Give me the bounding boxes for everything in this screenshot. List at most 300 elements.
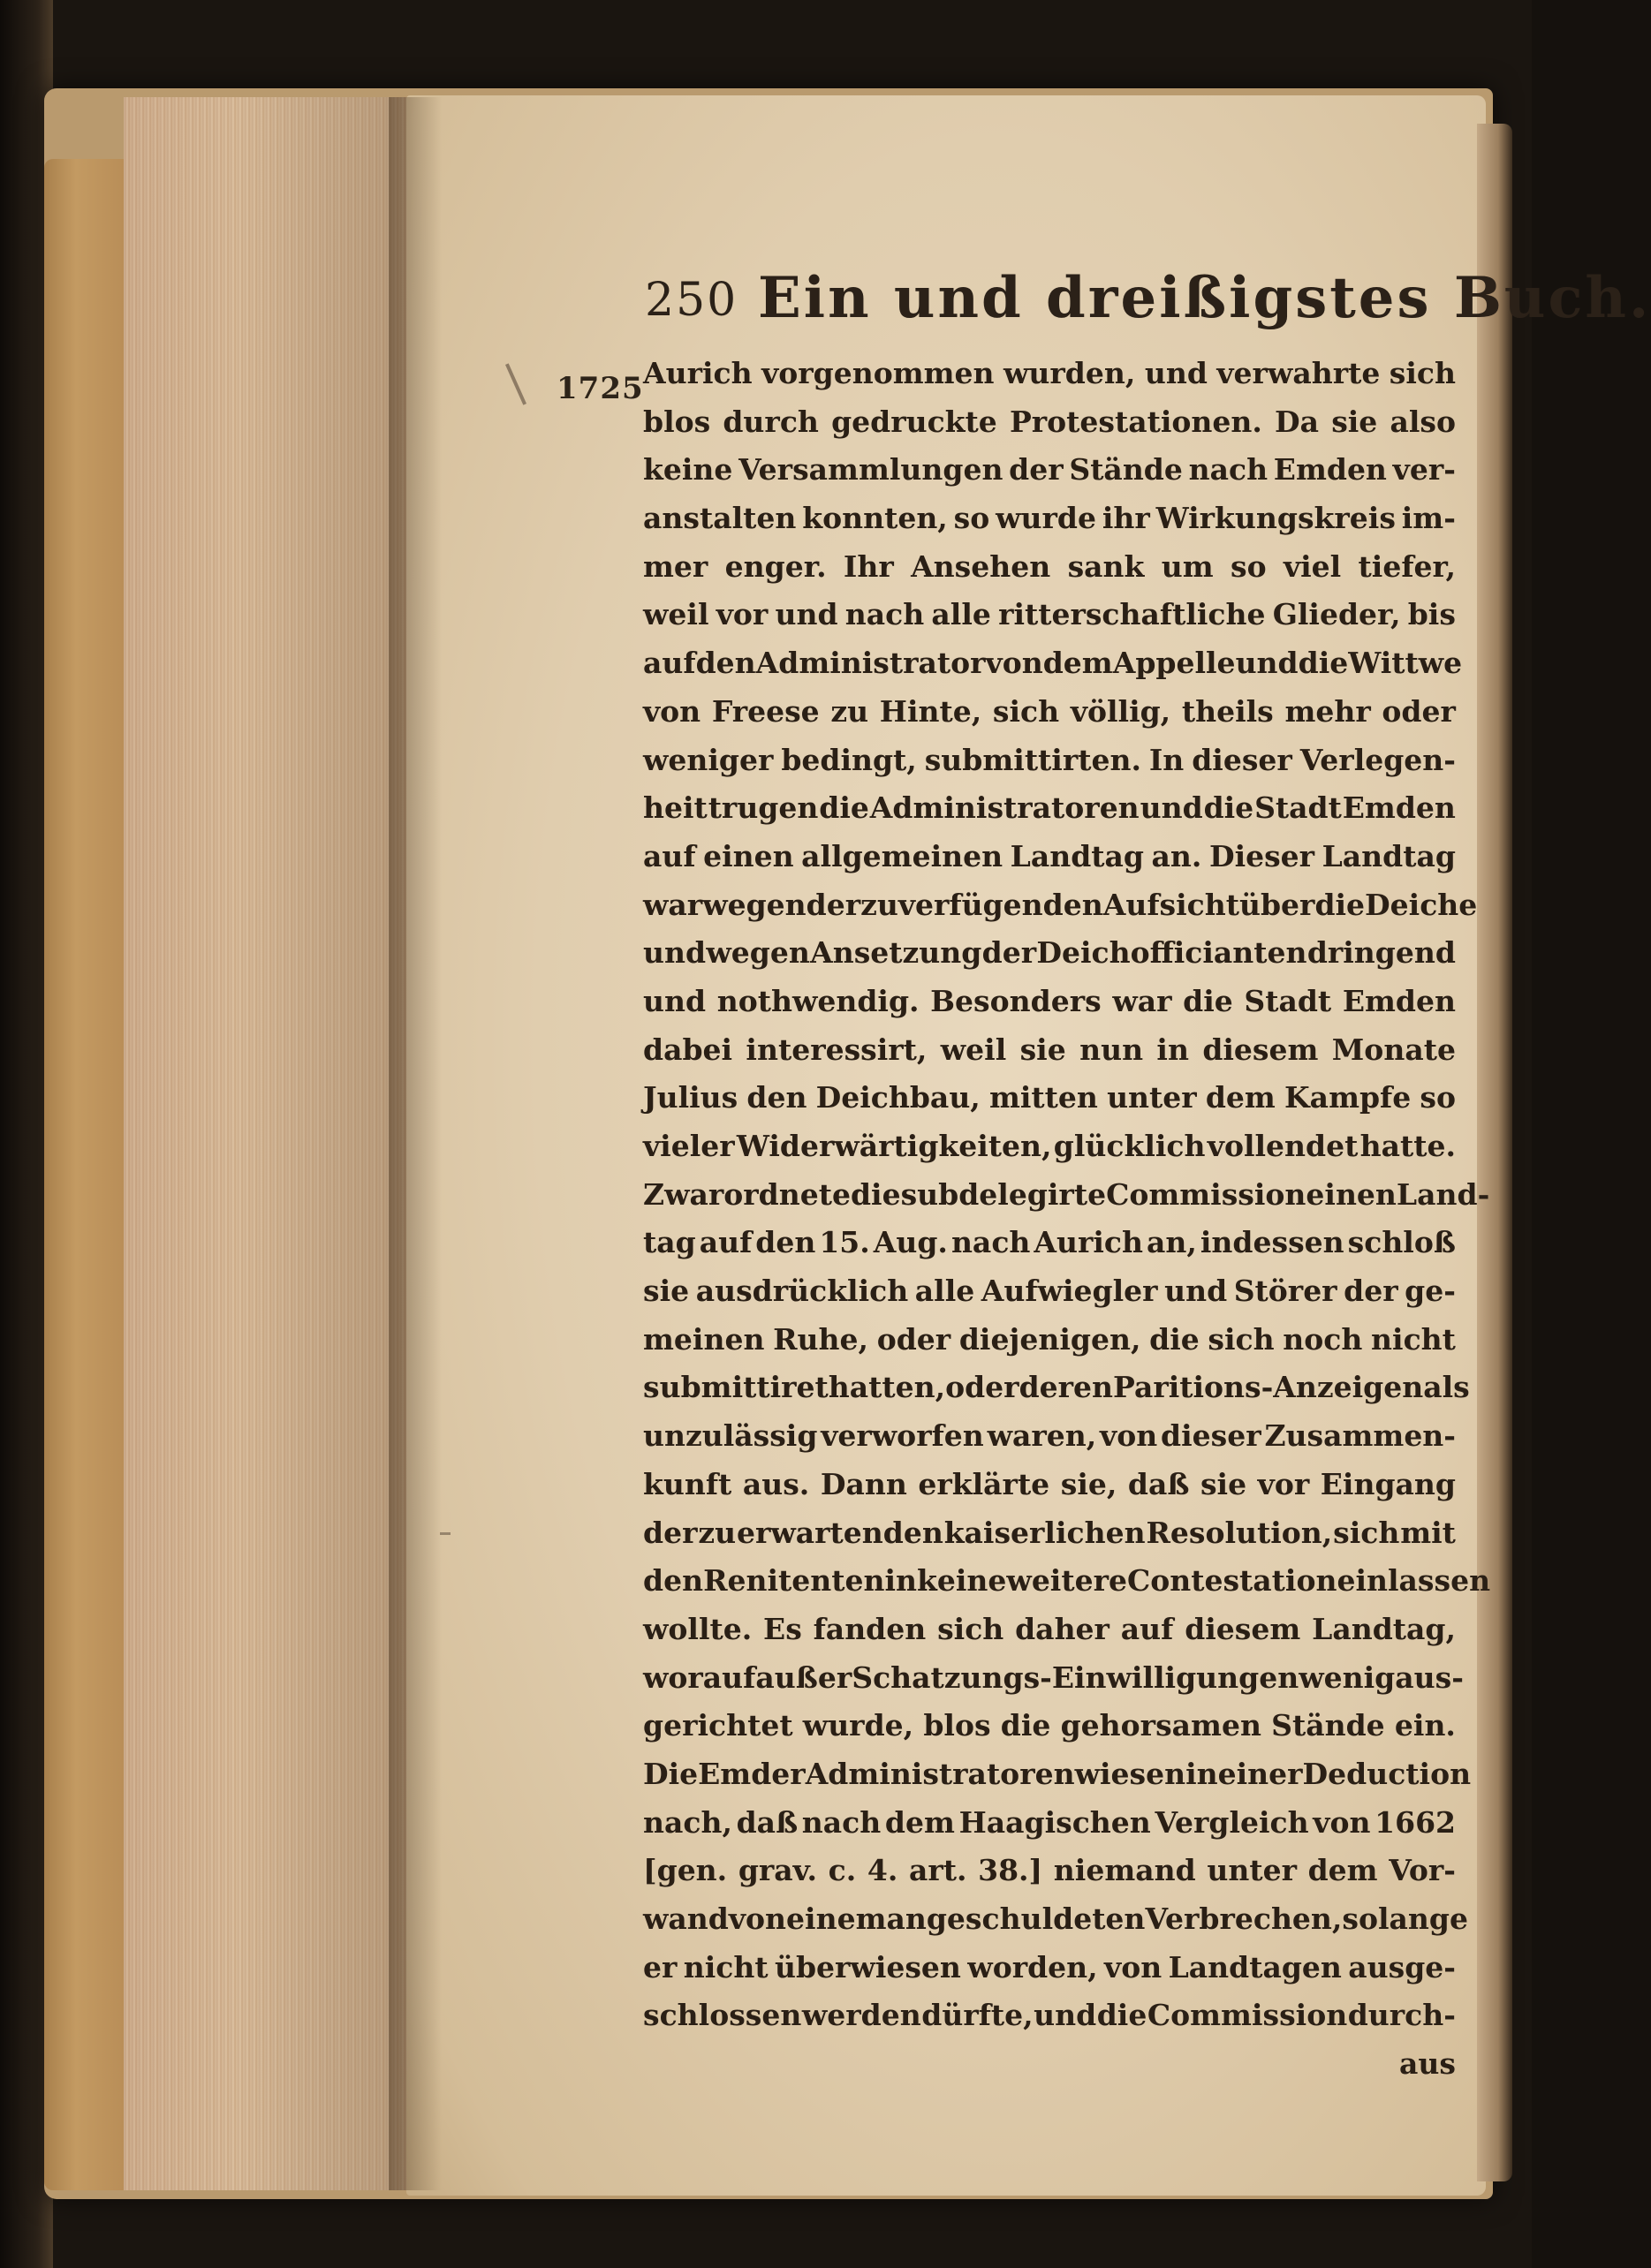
word: keine <box>917 1563 1007 1599</box>
word: Aufsicht <box>1102 887 1239 922</box>
word: unter <box>1207 1853 1297 1888</box>
word: einen <box>1306 1176 1397 1212</box>
word: unzulässig <box>643 1418 818 1454</box>
word: wiesen <box>1074 1756 1186 1791</box>
word: ver- <box>1392 452 1456 488</box>
word: bedingt, <box>781 742 917 777</box>
word: die <box>1298 646 1349 681</box>
word: dabei <box>643 1032 733 1067</box>
word: dieser <box>1192 742 1292 777</box>
word: Kampfe <box>1284 1080 1412 1115</box>
word: oder <box>945 1370 1019 1405</box>
word: Landtagen <box>1168 1949 1342 1984</box>
word: vieler <box>643 1129 735 1163</box>
word: auf <box>643 646 696 681</box>
word: viel <box>1283 548 1342 584</box>
word: dem <box>1042 646 1113 681</box>
word: enger. <box>724 548 827 584</box>
text-line <box>643 350 1456 398</box>
word: so <box>1231 548 1267 584</box>
word: völlig, <box>1070 693 1171 729</box>
word: Aurich <box>643 356 753 390</box>
word: sich <box>1208 1321 1275 1357</box>
word: oder <box>1382 693 1456 729</box>
word: deren <box>1019 1370 1114 1405</box>
word: Commission <box>1147 1998 1348 2033</box>
word: Commission <box>1106 1176 1306 1212</box>
word: Landtag <box>1010 838 1145 873</box>
word: aus. <box>742 1466 810 1501</box>
word: 4. <box>867 1853 898 1888</box>
word: Widerwärtigkeiten, <box>736 1129 1052 1163</box>
word: Paritions-Anzeigen <box>1113 1370 1424 1405</box>
word: so <box>953 501 990 536</box>
word: Emden <box>1342 983 1456 1018</box>
word: überwiesen <box>774 1949 961 1984</box>
word: 38.] <box>978 1853 1043 1888</box>
word: sich <box>1389 356 1456 390</box>
word: tiefer, <box>1358 548 1456 584</box>
word: Monate <box>1331 1032 1456 1067</box>
word: submittirten. <box>924 742 1141 777</box>
word: Emder <box>698 1756 806 1791</box>
word: Deduction <box>1302 1756 1472 1791</box>
word: konnten, <box>802 501 948 536</box>
text-line <box>643 688 1456 737</box>
word: nicht <box>683 1949 769 1984</box>
word: Landtag <box>1322 838 1456 873</box>
word: Emden <box>1273 452 1387 488</box>
word: nach <box>844 597 925 632</box>
word: die <box>1314 887 1366 922</box>
word: dem <box>884 1804 955 1840</box>
word: zu <box>860 887 898 922</box>
word: weil <box>940 1032 1007 1067</box>
text-line <box>643 1123 1456 1171</box>
word: weniger <box>643 742 774 777</box>
word: und <box>1164 1274 1228 1309</box>
word: hatte. <box>1359 1129 1456 1163</box>
word: trugen <box>708 790 819 826</box>
text-line <box>643 398 1456 447</box>
word: einen <box>703 838 794 873</box>
word: Protestationen. <box>1009 404 1262 439</box>
text-line <box>643 1799 1456 1848</box>
word: Aug. <box>873 1225 948 1260</box>
word: der <box>643 1515 698 1550</box>
word: sie, <box>1060 1466 1117 1501</box>
word: Wirkungskreis <box>1155 501 1396 536</box>
word: sie <box>1019 1032 1066 1067</box>
word: Ansetzung <box>810 935 982 971</box>
word: Ihr <box>843 548 894 584</box>
word: diejenigen, <box>958 1321 1141 1357</box>
word: die <box>1203 790 1254 826</box>
word: meinen <box>643 1321 765 1357</box>
word: art. <box>908 1853 967 1888</box>
word: im- <box>1401 501 1456 536</box>
word: Contestation <box>1126 1563 1337 1599</box>
word: außer <box>755 1659 852 1695</box>
word: wegen <box>702 887 807 922</box>
word: um <box>1161 548 1214 584</box>
text-line <box>643 1461 1456 1509</box>
text-line <box>643 543 1456 592</box>
word: Haagischen <box>958 1804 1151 1840</box>
word: submittiret <box>643 1370 829 1405</box>
text-line <box>643 639 1463 688</box>
word: waren, <box>987 1418 1097 1454</box>
word: Appelle <box>1112 646 1236 681</box>
word: ordnete <box>723 1176 851 1212</box>
word: gedruckte <box>831 404 997 439</box>
word: und <box>643 983 707 1018</box>
word: worden, <box>967 1949 1098 1984</box>
word: also <box>1390 404 1456 439</box>
word: in <box>1156 1032 1189 1067</box>
word: den <box>695 646 756 681</box>
word: in <box>884 1563 918 1599</box>
word: Renitenten <box>703 1563 885 1599</box>
word: schloß <box>1347 1225 1456 1260</box>
word: Dieser <box>1208 838 1315 873</box>
text-line <box>643 1509 1456 1558</box>
word: blos <box>643 404 711 439</box>
word: wollte. <box>643 1611 753 1646</box>
word: Aufwiegler <box>981 1274 1158 1309</box>
text-line <box>643 1412 1456 1461</box>
word: 1662 <box>1375 1804 1456 1840</box>
word: kunft <box>643 1466 732 1501</box>
word: ausge- <box>1348 1949 1456 1984</box>
word: an, <box>1147 1225 1197 1260</box>
word: Administrator <box>755 646 986 681</box>
word: nach <box>950 1225 1031 1260</box>
word: weil <box>643 597 709 632</box>
text-line <box>643 1606 1456 1654</box>
word: Störer <box>1233 1274 1337 1309</box>
text-line <box>643 495 1456 543</box>
word: Hinte, <box>879 693 982 729</box>
word: und <box>1034 1998 1097 2033</box>
word: sie <box>643 1274 690 1309</box>
text-line <box>643 1702 1456 1750</box>
text-line <box>643 833 1456 881</box>
word: vollendet <box>1207 1129 1359 1163</box>
word: indessen <box>1200 1225 1344 1260</box>
year-margin-note: 1725 <box>557 371 644 406</box>
text-line <box>643 1074 1456 1123</box>
text-line <box>643 978 1456 1026</box>
word: allgemeinen <box>801 838 1003 873</box>
word: wand <box>643 1901 729 1936</box>
word: Zusammen- <box>1264 1418 1456 1454</box>
word: in <box>1185 1756 1218 1791</box>
page-number: 250 <box>645 274 738 327</box>
word: sank <box>1067 548 1145 584</box>
word: schlossen <box>643 1998 802 2033</box>
word: anstalten <box>643 501 797 536</box>
word: Freese <box>711 693 820 729</box>
word: Versammlungen <box>738 452 1003 488</box>
word: Resolution, <box>1146 1515 1333 1550</box>
text-line <box>643 1895 1468 1944</box>
word: vor <box>716 597 769 632</box>
word: lange <box>1378 1901 1468 1936</box>
word: wurde <box>996 501 1096 536</box>
text-line <box>643 1026 1456 1075</box>
word: grav. <box>738 1853 817 1888</box>
page-right-edge <box>1477 124 1512 2181</box>
word: sich <box>937 1611 1004 1646</box>
word: mit <box>1400 1515 1456 1550</box>
word: Stände <box>1271 1708 1385 1743</box>
word: dieser <box>1161 1418 1261 1454</box>
word: In <box>1148 742 1185 777</box>
word: bis <box>1407 597 1456 632</box>
word: von <box>1104 1949 1163 1984</box>
word: vorgenommen <box>761 356 995 390</box>
word: ausdrücklich <box>695 1274 909 1309</box>
text-line <box>643 1847 1456 1895</box>
word: wegen <box>706 935 810 971</box>
word: Aurich <box>1034 1225 1144 1260</box>
word: Landtag, <box>1312 1611 1456 1646</box>
word: dem <box>1307 1853 1378 1888</box>
word: auf <box>1120 1611 1174 1646</box>
text-line <box>643 1364 1470 1412</box>
word: als <box>1423 1370 1470 1405</box>
text-line <box>643 1219 1456 1267</box>
word: daß <box>1127 1466 1190 1501</box>
word: subdelegirte <box>900 1176 1107 1212</box>
word: 15. <box>819 1225 870 1260</box>
word: ein. <box>1394 1708 1456 1743</box>
word: gerichtet <box>643 1708 793 1743</box>
word: erwartenden <box>736 1515 943 1550</box>
word: daher <box>1015 1611 1110 1646</box>
word: verworfen <box>821 1418 984 1454</box>
word: nicht <box>1371 1321 1456 1357</box>
word: ritterschaftliche <box>998 597 1266 632</box>
word: an. <box>1151 838 1202 873</box>
word: und <box>775 597 838 632</box>
word: niemand <box>1053 1853 1196 1888</box>
word: war <box>643 887 703 922</box>
text-line <box>643 591 1456 639</box>
word: von <box>1313 1804 1371 1840</box>
word: alle <box>931 597 991 632</box>
word: den <box>755 1225 816 1260</box>
word: durch- <box>1347 1998 1456 2033</box>
word: theils <box>1181 693 1274 729</box>
word: nun <box>1079 1032 1144 1067</box>
word: Land- <box>1396 1176 1490 1212</box>
word: Glieder, <box>1272 597 1401 632</box>
word: Wittwe <box>1348 646 1463 681</box>
word: auf <box>643 838 696 873</box>
word: Verlegen- <box>1299 742 1456 777</box>
text-line <box>643 1171 1490 1220</box>
text-line <box>643 784 1456 833</box>
word: tag <box>643 1225 696 1260</box>
word: Administratoren <box>869 790 1140 826</box>
word: wurde, <box>802 1708 914 1743</box>
text-line <box>643 1654 1464 1703</box>
word: den <box>746 1080 807 1115</box>
word: mer <box>643 548 708 584</box>
word: und <box>1235 646 1299 681</box>
word: verwahrte <box>1216 356 1381 390</box>
word: und <box>1144 356 1208 390</box>
word: gehorsamen <box>1060 1708 1261 1743</box>
text-line <box>643 446 1456 495</box>
word: Deichofficianten <box>1036 935 1307 971</box>
word: den <box>643 1563 704 1599</box>
book-cover-edge <box>44 159 124 2190</box>
word: wurden, <box>1003 356 1136 390</box>
word: sie <box>1200 1466 1247 1501</box>
word: so <box>1342 1901 1379 1936</box>
word: Deichbau, <box>815 1080 981 1115</box>
word: der <box>1009 452 1064 488</box>
word: von <box>728 1901 787 1936</box>
word: der <box>806 887 861 922</box>
word: daß <box>736 1804 799 1840</box>
word: ge- <box>1405 1274 1456 1309</box>
word: erklärte <box>918 1466 1050 1501</box>
word: heit <box>643 790 708 826</box>
word: Es <box>763 1611 802 1646</box>
word: von <box>1100 1418 1158 1454</box>
word: dem <box>1205 1080 1276 1115</box>
word: Ruhe, <box>773 1321 869 1357</box>
text-line <box>643 1267 1456 1316</box>
word: nothwendig. <box>716 983 920 1018</box>
text-line <box>643 1750 1472 1799</box>
word: aus- <box>1395 1659 1464 1695</box>
word: wenig <box>1299 1659 1396 1695</box>
word: sich <box>1333 1515 1400 1550</box>
word: sich <box>992 693 1060 729</box>
word: über <box>1238 887 1315 922</box>
word: Emden <box>1342 790 1456 826</box>
word: verfügenden <box>897 887 1103 922</box>
word: der <box>1344 1274 1398 1309</box>
word: diesem <box>1202 1032 1319 1067</box>
word: und <box>1140 790 1203 826</box>
word: diesem <box>1185 1611 1301 1646</box>
word: die <box>850 1176 901 1212</box>
word: Vor- <box>1389 1853 1456 1888</box>
word: der <box>981 935 1037 971</box>
page-header <box>645 265 1651 336</box>
word: dringend <box>1306 935 1456 971</box>
word: zu <box>830 693 869 729</box>
word: nach <box>1188 452 1269 488</box>
word: einer <box>1217 1756 1303 1791</box>
word: die <box>819 790 869 826</box>
word: Dann <box>820 1466 907 1501</box>
word: mehr <box>1284 693 1371 729</box>
word: auf <box>699 1225 753 1260</box>
word: [gen. <box>643 1853 728 1888</box>
word: Ansehen <box>911 548 1051 584</box>
word: interessirt, <box>746 1032 928 1067</box>
text-line <box>643 1944 1456 1992</box>
word: Schatzungs-Einwilligungen <box>852 1659 1299 1695</box>
word: Besonders <box>930 983 1102 1018</box>
text-line <box>643 929 1456 978</box>
word: Julius <box>643 1080 738 1115</box>
word: kaiserlichen <box>943 1515 1146 1550</box>
word: c. <box>828 1853 857 1888</box>
word: Die <box>643 1756 699 1791</box>
word: oder <box>876 1321 951 1357</box>
word: noch <box>1283 1321 1363 1357</box>
page-gutter-shadow <box>389 97 442 2190</box>
word: einlassen <box>1337 1563 1491 1599</box>
word: glücklich <box>1053 1129 1206 1163</box>
text-line <box>643 1557 1491 1606</box>
word: durch <box>723 404 819 439</box>
catchword <box>643 2040 1456 2089</box>
word: weitere <box>1006 1563 1127 1599</box>
word: Zwar <box>643 1176 724 1212</box>
text-line <box>643 737 1456 785</box>
word: Verbrechen, <box>1145 1901 1343 1936</box>
word: war <box>1112 983 1172 1018</box>
word: hatten, <box>828 1370 946 1405</box>
text-line <box>643 1316 1456 1365</box>
word: blos <box>923 1708 991 1743</box>
word: Eingang <box>1320 1466 1456 1501</box>
word: so <box>1420 1080 1456 1115</box>
word: werden <box>801 1998 921 2033</box>
word: die <box>1183 983 1233 1018</box>
word: Stadt <box>1254 790 1342 826</box>
word: Administratoren <box>805 1756 1075 1791</box>
text-line <box>643 1992 1456 2040</box>
word: sie <box>1331 404 1378 439</box>
word: ihr <box>1102 501 1150 536</box>
margin-tick-mark <box>440 1532 451 1535</box>
word: von <box>643 693 701 729</box>
word: und <box>643 935 707 971</box>
running-head: Ein und dreißigstes Buch. <box>758 265 1651 331</box>
word: er <box>643 1949 678 1984</box>
word: Vergleich <box>1155 1804 1309 1840</box>
word: die <box>1096 1998 1147 2033</box>
word: nach, <box>643 1804 732 1840</box>
word: von <box>985 646 1043 681</box>
word: die <box>1149 1321 1200 1357</box>
word: vor <box>1257 1466 1310 1501</box>
page-stack-shade <box>124 97 406 2190</box>
word: Da <box>1275 404 1320 439</box>
word: keine <box>643 452 733 488</box>
body-text <box>643 350 1491 2089</box>
word: einem <box>786 1901 887 1936</box>
word: dürfte, <box>921 1998 1034 2033</box>
word: die <box>1000 1708 1051 1743</box>
word: zu <box>698 1515 737 1550</box>
word: angeschuldeten <box>886 1901 1146 1936</box>
word: mitten <box>988 1080 1098 1115</box>
word: Deiche <box>1365 887 1478 922</box>
word: worauf <box>643 1659 756 1695</box>
word: unter <box>1107 1080 1197 1115</box>
